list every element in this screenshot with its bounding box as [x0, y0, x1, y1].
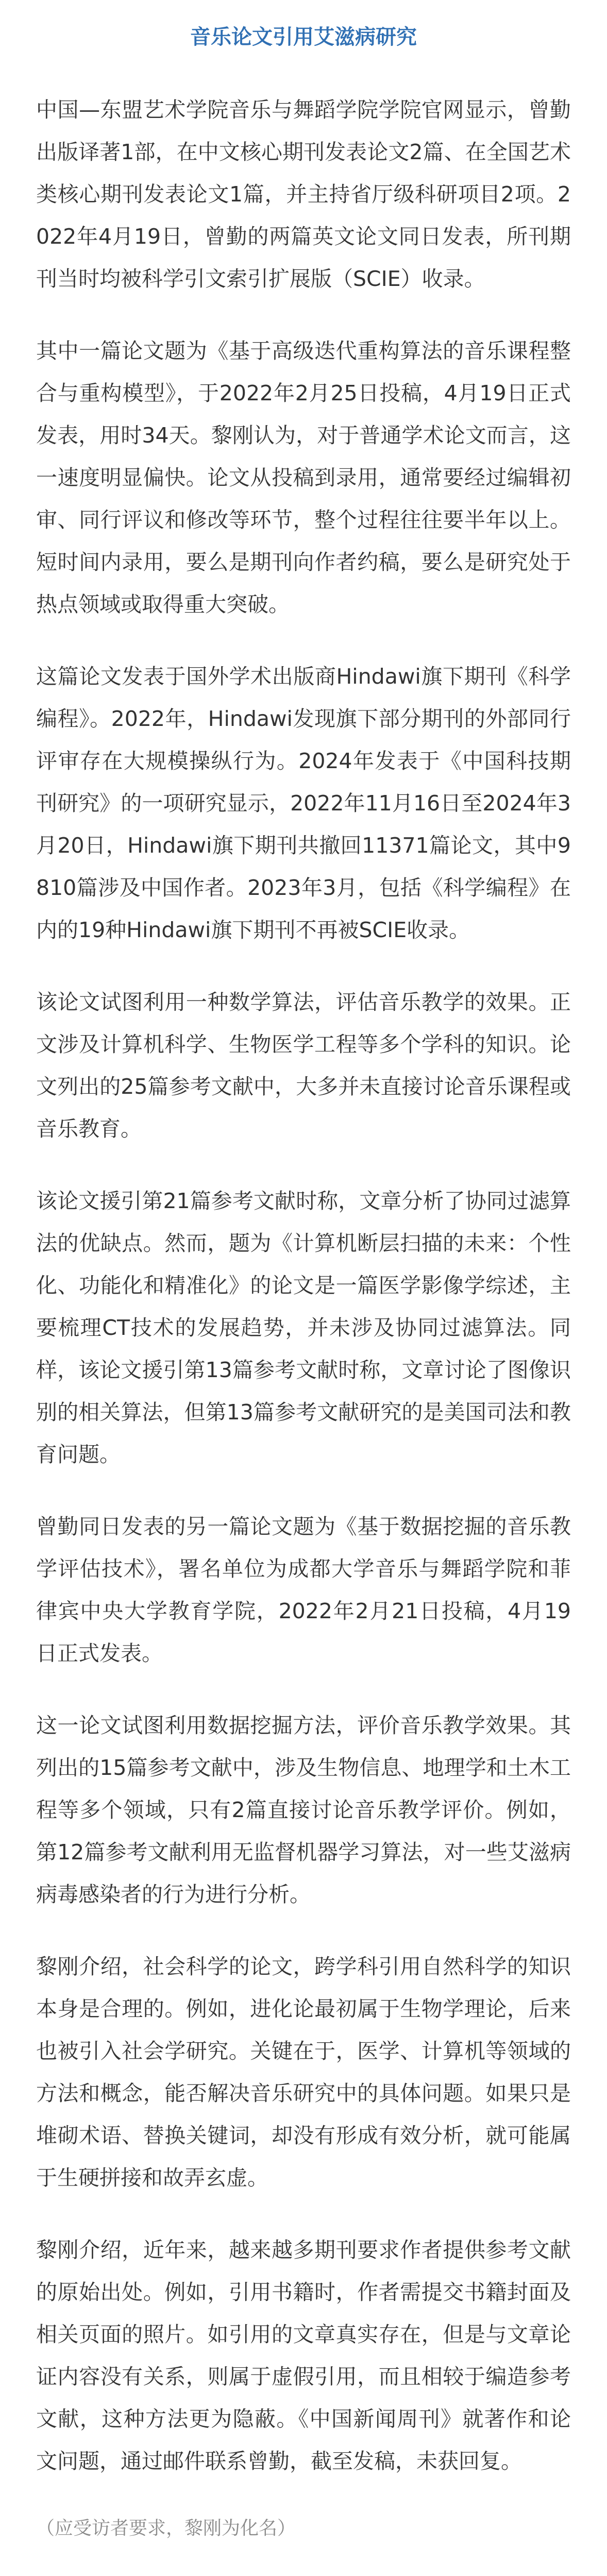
- paragraph-1: 中国—东盟艺术学院音乐与舞蹈学院学院官网显示，曾勤出版译著1部，在中文核心期刊发表论文2篇、在全国艺术类核心期刊发表论文1篇，并主持省厅级科研项目2项。2022年4月19日，曾勤的两篇英文论文同日发表，所刊期刊当时均被科学引文索引扩展版（SCIE）收录。: [36, 97, 571, 291]
- paragraph-5: 该论文援引第21篇参考文献时称，文章分析了协同过滤算法的优缺点。然而，题为《计算机断层扫描的未来：个性化、功能化和精准化》的论文是一篇医学影像学综述，主要梳理CT技术的发展趋势，并未涉及协同过滤算法。同样，该论文援引第13篇参考文献时称，文章讨论了图像识别的相关算法，但第13篇参考文献研究的是美国司法和教育问题。: [36, 1189, 571, 1467]
- article-title: 音乐论文引用艾滋病研究: [190, 25, 417, 49]
- paragraph-7: 这一论文试图利用数据挖掘方法，评价音乐教学效果。其列出的15篇参考文献中，涉及生物信息、地理学和土木工程等多个领域，只有2篇直接讨论音乐教学评价。例如，第12篇参考文献利用无监督机器学习算法，对一些艾滋病病毒感染者的行为进行分析。: [36, 1713, 571, 1907]
- paragraph-8: 黎刚介绍，社会科学的论文，跨学科引用自然科学的知识本身是合理的。例如，进化论最初属于生物学理论，后来也被引入社会学研究。关键在于，医学、计算机等领域的方法和概念，能否解决音乐研究中的具体问题。如果只是堆砌术语、替换关键词，却没有形成有效分析，就可能属于生硬拼接和故弄玄虚。: [36, 1954, 571, 2190]
- paragraph-4: 该论文试图利用一种数学算法，评估音乐教学的效果。正文涉及计算机科学、生物医学工程等多个学科的知识。论文列出的25篇参考文献中，大多并未直接讨论音乐课程或音乐教育。: [36, 990, 571, 1141]
- paragraph-2: 其中一篇论文题为《基于高级迭代重构算法的音乐课程整合与重构模型》，于2022年2月25日投稿，4月19日正式发表，用时34天。黎刚认为，对于普通学术论文而言，这一速度明显偏快。论文从投稿到录用，通常要经过编辑初审、同行评议和修改等环节，整个过程往往要半年以上。短时间内录用，要么是期刊向作者约稿，要么是研究处于热点领域或取得重大突破。: [36, 338, 571, 617]
- paragraph-6: 曾勤同日发表的另一篇论文题为《基于数据挖掘的音乐教学评估技术》，署名单位为成都大学音乐与舞蹈学院和菲律宾中央大学教育学院，2022年2月21日投稿，4月19日正式发表。: [36, 1514, 571, 1666]
- paragraph-9: 黎刚介绍，近年来，越来越多期刊要求作者提供参考文献的原始出处。例如，引用书籍时，作者需提交书籍封面及相关页面的照片。如引用的文章真实存在，但是与文章论证内容没有关系，则属于虚假引用，而且相较于编造参考文献，这种方法更为隐蔽。《中国新闻周刊》就著作和论文问题，通过邮件联系曾勤，截至发稿，未获回复。: [36, 2238, 571, 2473]
- pseudonym-note: （应受访者要求，黎刚为化名）: [36, 2518, 296, 2539]
- article-body: [36, 89, 571, 2482]
- paragraph-3: 这篇论文发表于国外学术出版商Hindawi旗下期刊《科学编程》。2022年，Hindawi发现旗下部分期刊的外部同行评审存在大规模操纵行为。2024年发表于《中国科技期刊研究》的一项研究显示，2022年11月16日至2024年3月20日，Hindawi旗下期刊共撤回11371篇论文，其中9810篇涉及中国作者。2023年3月，包括《科学编程》在内的19种Hindawi旗下期刊不再被SCIE收录。: [36, 664, 571, 942]
